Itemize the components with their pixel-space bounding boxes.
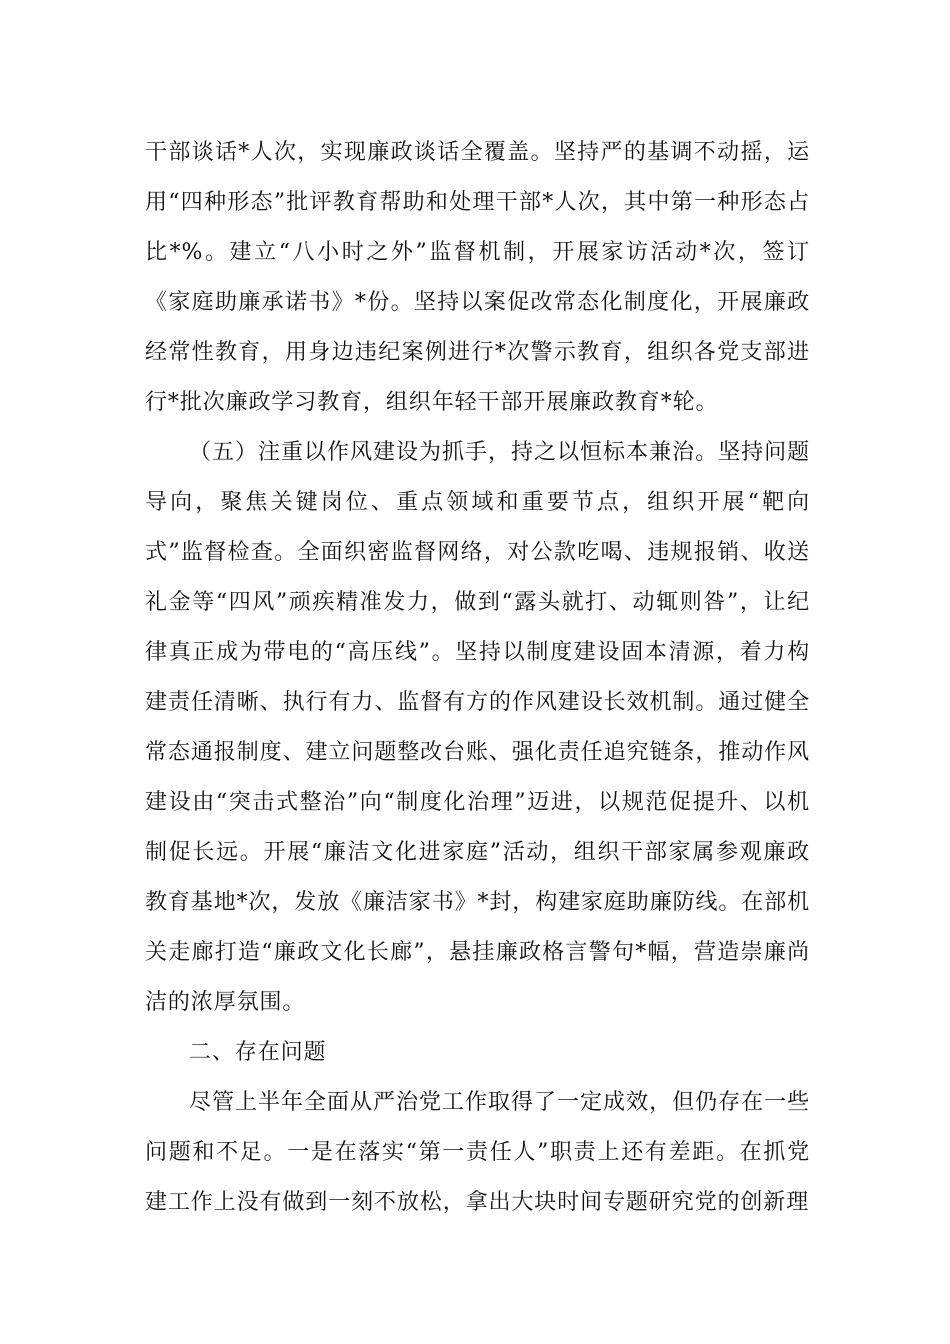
document-body — [145, 128, 810, 1228]
paragraph-problems: 尽管上半年全面从严治党工作取得了一定成效，但仍存在一些问题和不足。一是在落实“第一责任人”职责上还有差距。在抓党建工作上没有做到一刻不放松，拿出大块时间专题研究党的创新理 — [145, 1090, 810, 1215]
paragraph-section-five: （五）注重以作风建设为抓手，持之以恒标本兼治。坚持问题导向，聚焦关键岗位、重点领域和重要节点，组织开展“靶向式”监督检查。全面织密监督网络，对公款吃喝、违规报销、收送礼金等“四风”顽疾精准发力，做到“露头就打、动辄则咎”，让纪律真正成为带电的“高压线”。坚持以制度建设固本清源，着力构建责任清晰、执行有力、监督有方的作风建设长效机制。通过健全常态通报制度、建立问题整改台账、强化责任追究链条，推动作风建设由“突击式整治”向“制度化治理”迈进，以规范促提升、以机制促长远。开展“廉洁文化进家庭”活动，组织干部家属参观廉政教育基地*次，发放《廉洁家书》*封，构建家庭助廉防线。在部机关走廊打造“廉政文化长廊”，悬挂廉政格言警句*幅，营造崇廉尚洁的浓厚氛围。 — [145, 440, 811, 1015]
paragraph-continued: 干部谈话*人次，实现廉政谈话全覆盖。坚持严的基调不动摇，运用“四种形态”批评教育帮助和处理干部*人次，其中第一种形态占比*%。建立“八小时之外”监督机制，开展家访活动*次，签订《家庭助廉承诺书》*份。坚持以案促改常态化制度化，开展廉政经常性教育，用身边违纪案例进行*次警示教育，组织各党支部进行*批次廉政学习教育，组织年轻干部开展廉政教育*轮。 — [145, 140, 810, 415]
section-heading: 二、存在问题 — [189, 1040, 327, 1065]
